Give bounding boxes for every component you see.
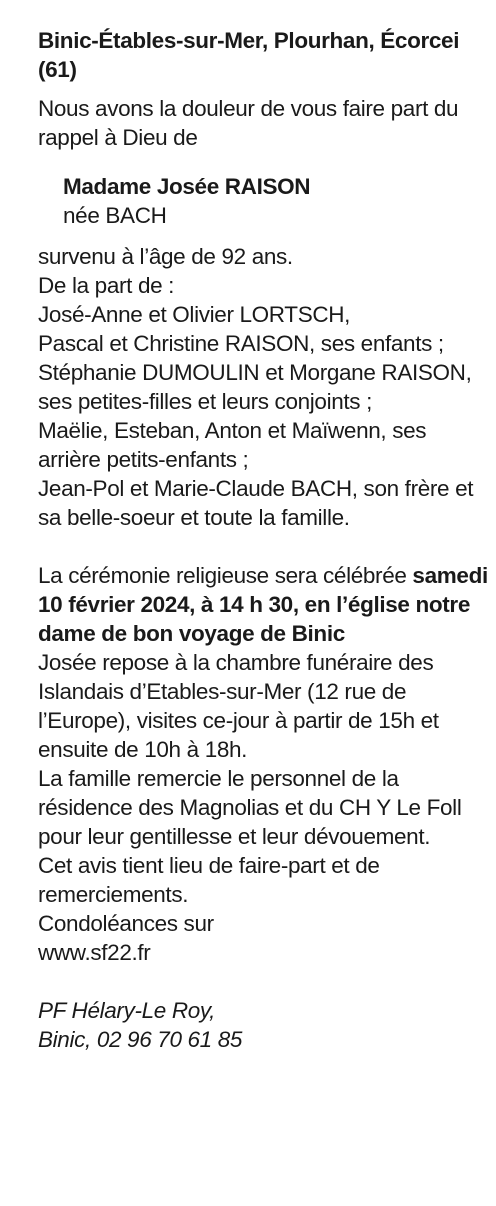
age-text: survenu à l’âge de 92 ans. bbox=[38, 244, 293, 269]
condolences-url: www.sf22.fr bbox=[38, 940, 151, 965]
location-heading: Binic-Étables-sur-Mer, Plourhan, Écorcei (61) bbox=[38, 28, 460, 82]
obituary-notice bbox=[38, 26, 488, 1054]
funeral-home-contact: Binic, 02 96 70 61 85 bbox=[38, 1027, 243, 1052]
thanks-text: La famille remercie le personnel de la résidence des Magnolias et du CH Y Le Foll pour leur gentillesse et leur dévouement. bbox=[38, 766, 462, 849]
ceremony-details: samedi 10 février 2024, à 14 h 30, en l’église notre dame de bon voyage de Binic bbox=[38, 563, 488, 646]
from-label: De la part de : bbox=[38, 273, 175, 298]
ceremony-paragraph bbox=[38, 561, 488, 648]
family-line: Maëlie, Esteban, Anton et Maïwenn, ses arrière petits-enfants ; bbox=[38, 418, 427, 472]
notice-note: Cet avis tient lieu de faire-part et de remerciements. bbox=[38, 853, 380, 907]
family-line: Jean-Pol et Marie-Claude BACH, son frère et sa belle-soeur et toute la famille. bbox=[38, 476, 474, 530]
funeral-home-name: PF Hélary-Le Roy, bbox=[38, 998, 216, 1023]
signature-block bbox=[38, 996, 488, 1054]
intro-text: Nous avons la douleur de vous faire part du rappel à Dieu de bbox=[38, 96, 459, 150]
deceased-maiden-name: née BACH bbox=[63, 203, 167, 228]
family-line: José-Anne et Olivier LORTSCH, bbox=[38, 302, 351, 327]
family-line: Stéphanie DUMOULIN et Morgane RAISON, ses petites-filles et leurs conjoints ; bbox=[38, 360, 472, 414]
family-line: Pascal et Christine RAISON, ses enfants ; bbox=[38, 331, 444, 356]
deceased-block bbox=[63, 172, 488, 230]
rest-text: Josée repose à la chambre funéraire des Islandais d’Etables-sur-Mer (12 rue de l’Europe), visites ce-jour à partir de 15h et ensuite de 10h à 18h. bbox=[38, 650, 439, 762]
condolences-label: Condoléances sur bbox=[38, 911, 214, 936]
ceremony-intro: La cérémonie religieuse sera célébrée bbox=[38, 563, 413, 588]
deceased-name: Madame Josée RAISON bbox=[63, 174, 311, 199]
